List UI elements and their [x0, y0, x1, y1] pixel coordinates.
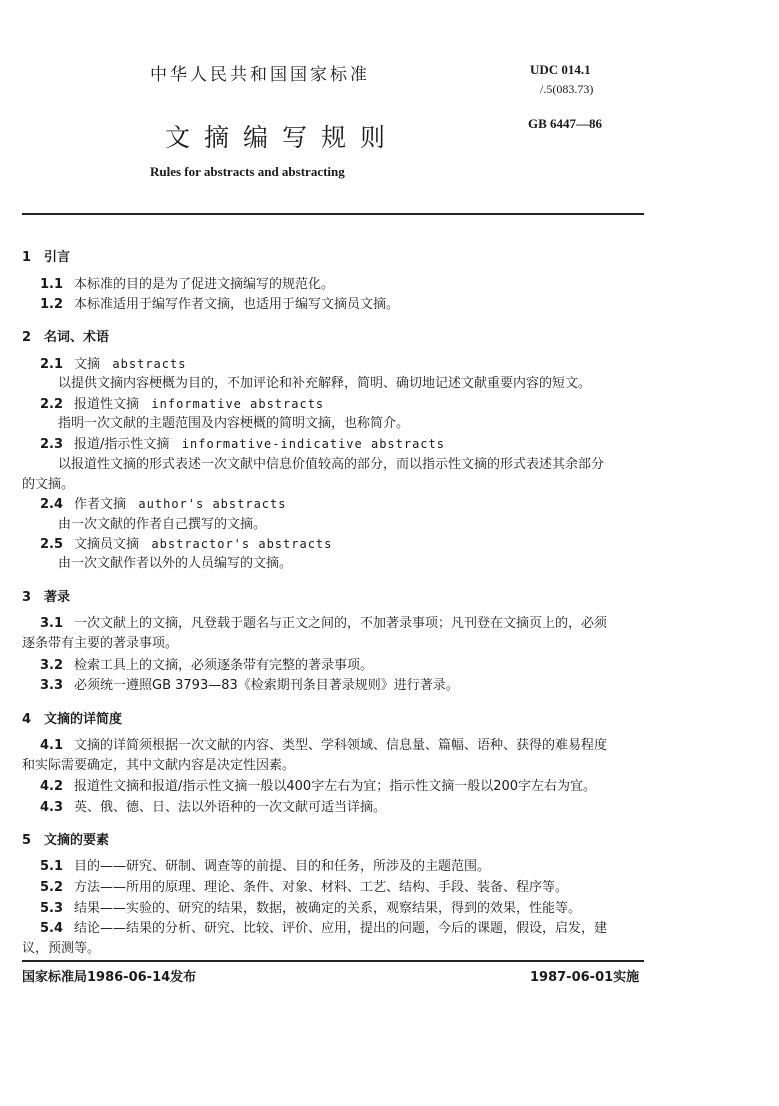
clause-2-2-term: 2.2 报道性文摘 informative abstracts [40, 397, 325, 412]
clause-1-1: 1.1 本标准的目的是为了促进文摘编写的规范化。 [40, 277, 335, 292]
clause-2-5-definition: 由一次文献作者以外的人员编写的文摘。 [58, 556, 293, 571]
clause-5-4-line1: 5.4 结论——结果的分析、研究、比较、评价、应用，提出的问题，今后的课题，假设，启发，建 [40, 921, 608, 936]
section-5-heading: 5 文摘的要素 [22, 833, 110, 848]
clause-2-1-definition: 以提供文摘内容梗概为目的，不加评论和补充解释，简明、确切地记述文献重要内容的短文。 [58, 376, 592, 391]
clause-4-2: 4.2 报道性文摘和报道/指示性文摘一般以400字左右为宜；指示性文摘一般以200字左右为宜。 [40, 779, 597, 794]
clause-5-1: 5.1 目的——研究、研制、调查等的前提、目的和任务，所涉及的主题范围。 [40, 859, 491, 874]
clause-3-3: 3.3 必须统一遵照GB 3793—83《检索期刊条目著录规则》进行著录。 [40, 678, 459, 693]
udc-code-line2: /.5(083.73) [540, 82, 594, 96]
effective-date: 1987-06-01实施 [530, 970, 640, 985]
clause-2-4-definition: 由一次文献的作者自己撰写的文摘。 [58, 517, 267, 532]
clause-2-5-term: 2.5 文摘员文摘 abstractor's abstracts [40, 537, 333, 552]
clause-3-2: 3.2 检索工具上的文摘，必须逐条带有完整的著录事项。 [40, 658, 374, 673]
section-2-heading: 2 名词、术语 [22, 330, 110, 345]
clause-2-3-definition-line1: 以报道性文摘的形式表述一次文献中信息价值较高的部分，而以指示性文摘的形式表述其余部分 [58, 457, 605, 472]
clause-2-4-term: 2.4 作者文摘 author's abstracts [40, 497, 287, 512]
clause-3-1-line2: 逐条带有主要的著录事项。 [22, 636, 179, 651]
document-title-cn: 文摘编写规则 [165, 123, 400, 152]
gb-standard-number: GB 6447—86 [528, 116, 603, 131]
issue-date: 国家标准局1986-06-14发布 [22, 970, 197, 985]
clause-4-3: 4.3 英、俄、德、日、法以外语种的一次文献可适当详摘。 [40, 800, 387, 815]
clause-5-3: 5.3 结果——实验的、研究的结果，数据，被确定的关系，观察结果，得到的效果，性能等。 [40, 901, 582, 916]
footer-divider [22, 960, 644, 962]
udc-code-line1: UDC 014.1 [530, 62, 591, 77]
clause-3-1-line1: 3.1 一次文献上的文摘，凡登载于题名与正文之间的，不加著录事项；凡刊登在文摘页上的，必须 [40, 616, 608, 631]
clause-2-3-definition-line2: 的文摘。 [22, 477, 75, 492]
section-4-heading: 4 文摘的详简度 [22, 712, 123, 727]
clause-2-1-term: 2.1 文摘 abstracts [40, 357, 187, 372]
clause-5-2: 5.2 方法——所用的原理、理论、条件、对象、材料、工艺、结构、手段、装备、程序等。 [40, 880, 569, 895]
clause-1-2: 1.2 本标准适用于编写作者文摘，也适用于编写文摘员文摘。 [40, 297, 400, 312]
section-3-heading: 3 著录 [22, 590, 71, 605]
clause-5-4-line2: 议，预测等。 [22, 941, 101, 956]
clause-2-3-term: 2.3 报道/指示性文摘 informative-indicative abstracts [40, 437, 445, 452]
header-divider [22, 213, 644, 215]
clause-2-2-definition: 指明一次文献的主题范围及内容梗概的简明文摘，也称简介。 [58, 416, 410, 431]
document-title-en: Rules for abstracts and abstracting [150, 164, 345, 179]
section-1-heading: 1 引言 [22, 250, 71, 265]
issuing-country-standard: 中华人民共和国国家标准 [150, 65, 370, 85]
clause-4-1-line2: 和实际需要确定，其中文献内容是决定性因素。 [22, 758, 296, 773]
clause-4-1-line1: 4.1 文摘的详简须根据一次文献的内容、类型、学科领域、信息量、篇幅、语种、获得的难易程度 [40, 738, 608, 753]
